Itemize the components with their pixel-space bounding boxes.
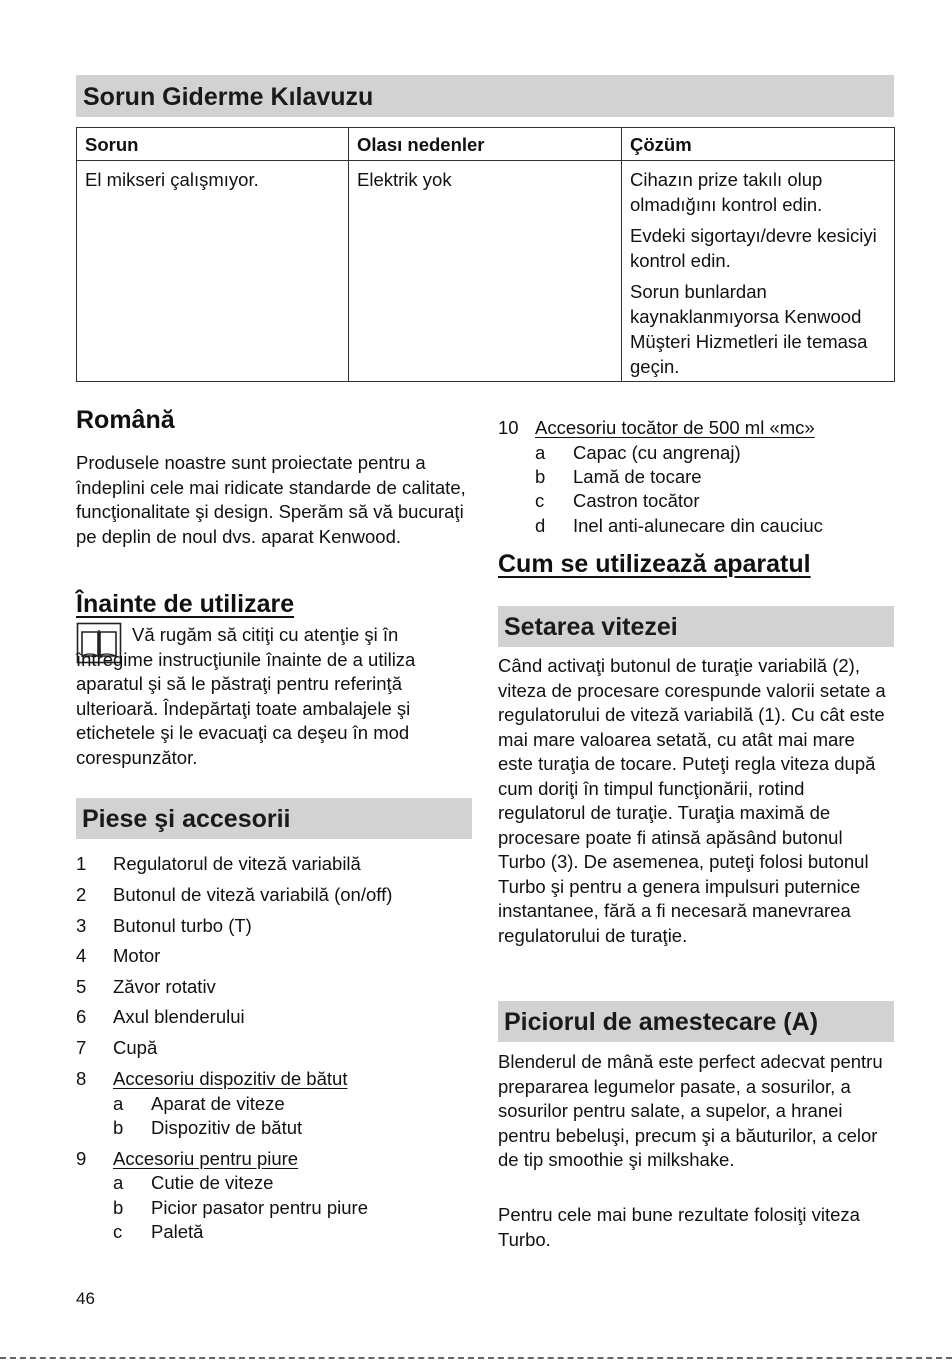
list-item: d Inel anti-alunecare din cauciuc [535, 515, 823, 536]
list-item: 4 Motor [76, 945, 161, 966]
blender-foot-tip: Pentru cele mai bune rezultate folosiţi viteza Turbo. [498, 1204, 860, 1250]
troubleshooting-heading-bar [76, 75, 894, 117]
list-item: c Paletă [113, 1221, 204, 1242]
list-item: c Castron tocător [535, 490, 700, 511]
list-item: 1 Regulatorul de viteză variabilă [76, 853, 361, 874]
troubleshooting-table [76, 127, 895, 382]
romana-intro: Produsele noastre sunt proiectate pentru a îndeplini cele mai ridicate standarde de calitate, funcţionalitate şi design. Sperăm să vă bucuraţi pe deplin de noul dvs. aparat Kenwood. [76, 452, 466, 547]
before-use-heading: Înainte de utilizare [76, 590, 295, 618]
solution-item: Sorun bunlardan kaynaklanmıyorsa Kenwood Müşteri Hizmetleri ile temasa geçin. [630, 281, 868, 377]
parts-heading-bar [76, 798, 472, 839]
parts-list [76, 853, 472, 1245]
list-item: b Lamă de tocare [535, 466, 702, 487]
list-item: 3 Butonul turbo (T) [76, 915, 252, 936]
cell-solution [622, 161, 895, 382]
list-item: a Cutie de viteze [113, 1172, 274, 1193]
usage-heading: Cum se utilizează aparatul [498, 550, 811, 578]
speed-heading-bar [498, 606, 894, 647]
table-header-row [77, 128, 895, 161]
list-item: a Capac (cu angrenaj) [535, 442, 741, 463]
list-item: 9 Accesoriu pentru piure [76, 1148, 299, 1169]
page-number: 46 [76, 1289, 95, 1308]
table-row [77, 161, 895, 382]
list-item: 2 Butonul de viteză variabilă (on/off) [76, 884, 393, 905]
column-header-solution: Çözüm [622, 128, 895, 161]
list-item: a Aparat de viteze [113, 1093, 285, 1114]
column-header-cause: Olası nedenler [349, 128, 622, 161]
blender-foot-heading: Piciorul de amestecare (A) [504, 1008, 819, 1036]
list-item: b Picior pasator pentru piure [113, 1197, 368, 1218]
cell-cause: Elektrik yok [349, 161, 622, 382]
list-item: 7 Cupă [76, 1037, 158, 1058]
parts-heading: Piese şi accesorii [82, 805, 291, 833]
list-item: 8 Accesoriu dispozitiv de bătut [76, 1068, 348, 1089]
footer-divider [0, 1357, 952, 1359]
blender-foot-text: Blenderul de mână este perfect adecvat pentru prepararea legumelor pasate, a sosurilor, a sosurilor pentru salate, a supelor, a hranei pentru bebeluşi, precum şi a băuturilor, a celor de tip smoothie şi milkshake. [498, 1051, 883, 1170]
troubleshooting-heading: Sorun Giderme Kılavuzu [83, 83, 374, 111]
list-item: 6 Axul blenderului [76, 1006, 245, 1027]
column-header-problem: Sorun [77, 128, 349, 161]
cell-problem: El mikseri çalışmıyor. [77, 161, 349, 382]
blender-foot-heading-bar [498, 1001, 894, 1042]
list-item: 10 Accesoriu tocător de 500 ml «mc» [498, 417, 815, 438]
speed-heading: Setarea vitezei [504, 613, 678, 641]
romana-heading: Română [76, 406, 175, 434]
list-item: 5 Zăvor rotativ [76, 976, 216, 997]
parts-list-continued [498, 417, 894, 539]
list-item: b Dispozitiv de bătut [113, 1117, 303, 1138]
before-use-text-content: Vă rugăm să citiţi cu atenţie şi în întregime instrucţiunile înainte de a utiliza aparatul şi să le păstraţi pentru referinţă ulterioară. Îndepărtaţi toate ambalajele şi etichetele şi le evacuaţi ca deşeu în mod corespunzător. [76, 624, 416, 768]
before-use-text [76, 623, 471, 770]
speed-text: Când activaţi butonul de turaţie variabilă (2), viteza de procesare corespunde valorii setate a regulatorului de viteză variabilă (1). Cu cât este mai mare valoarea setată, cu atât mai mare este turaţia de tocare. Puteţi regla viteza după cum doriţi în timpul funcţionării, rotind regulatorul de turaţie. Turaţia maximă de procesare poate fi atinsă apăsând butonul Turbo (3). De asemenea, puteţi folosi butonul Turbo şi pentru a genera impulsuri puternice instantanee, fără a fi necesară manevrarea regulatorului de turaţie. [498, 655, 886, 946]
solution-item: Evdeki sigortayı/devre kesiciyi kontrol edin. [630, 225, 877, 271]
solution-item: Cihazın prize takılı olup olmadığını kontrol edin. [630, 169, 823, 215]
